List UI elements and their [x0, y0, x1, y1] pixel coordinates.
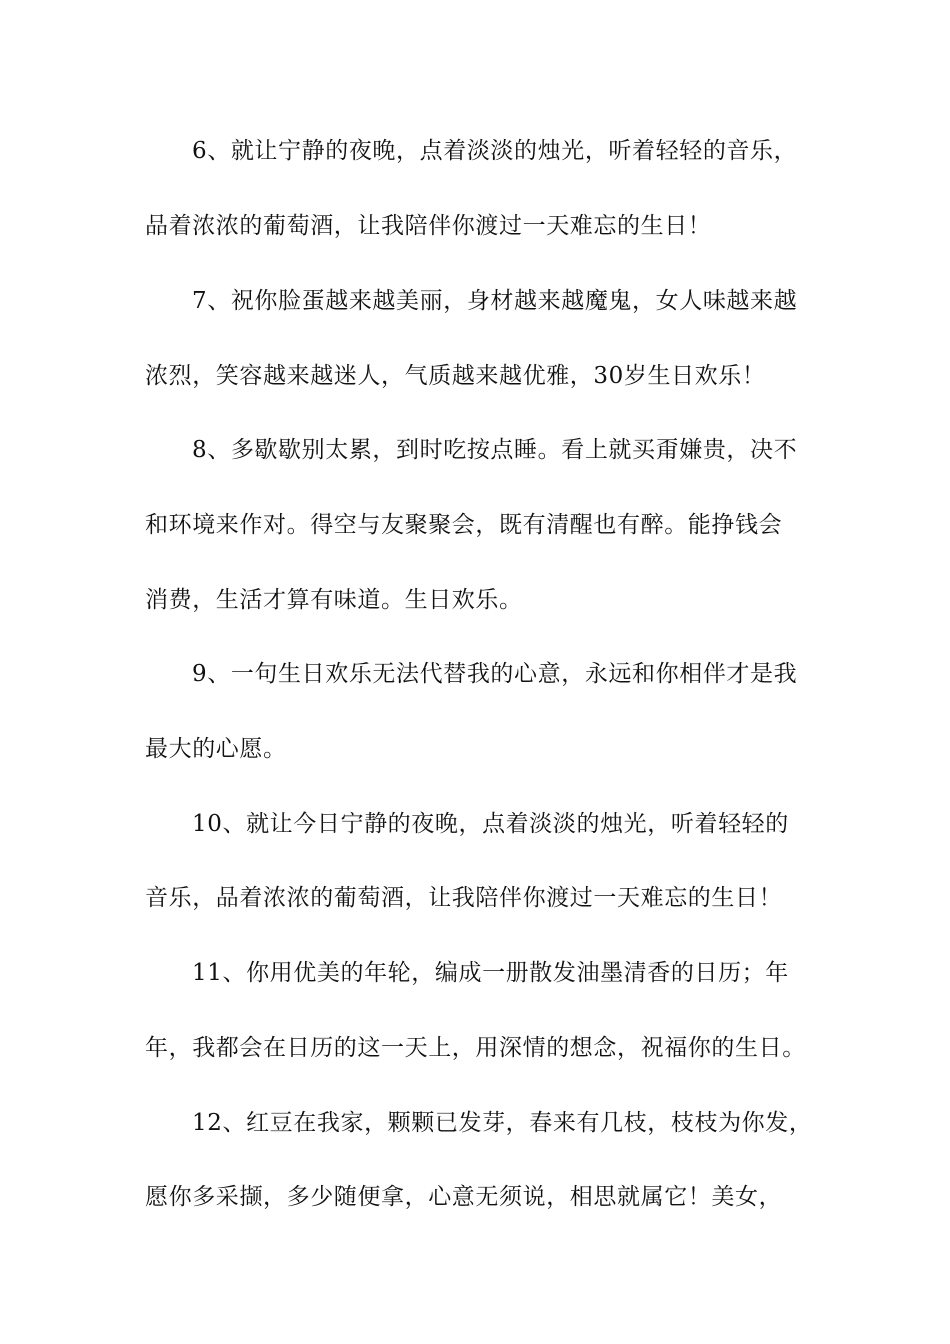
paragraph-8-line-3: 消费，生活才算有味道。生日欢乐。	[145, 587, 523, 613]
paragraph-11-line-1: 11、你用优美的年轮，编成一册散发油墨清香的日历；年	[192, 960, 789, 986]
paragraph-12-line-1: 12、红豆在我家，颗颗已发芽，春来有几枝，枝枝为你发，	[192, 1110, 813, 1136]
paragraph-6-line-2: 品着浓浓的葡萄酒，让我陪伴你渡过一天难忘的生日！	[145, 213, 712, 239]
paragraph-11-line-2: 年，我都会在日历的这一天上，用深情的想念，祝福你的生日。	[145, 1035, 806, 1061]
paragraph-10-line-2: 音乐，品着浓浓的葡萄酒，让我陪伴你渡过一天难忘的生日！	[145, 885, 783, 911]
paragraph-9-line-2: 最大的心愿。	[145, 736, 287, 762]
paragraph-8-line-1: 8、多歇歇别太累，到时吃按点睡。看上就买甭嫌贵，决不	[192, 437, 798, 463]
paragraph-6-line-1: 6、就让宁静的夜晚，点着淡淡的烛光，听着轻轻的音乐，	[192, 138, 798, 164]
paragraph-8-line-2: 和环境来作对。得空与友聚聚会，既有清醒也有醉。能挣钱会	[145, 512, 783, 538]
paragraph-7-line-2: 浓烈，笑容越来越迷人，气质越来越优雅，30岁生日欢乐！	[145, 363, 766, 389]
paragraph-12-line-2: 愿你多采撷，多少随便拿，心意无须说，相思就属它！美女，	[145, 1184, 783, 1210]
paragraph-10-line-1: 10、就让今日宁静的夜晚，点着淡淡的烛光，听着轻轻的	[192, 811, 789, 837]
paragraph-9-line-1: 9、一句生日欢乐无法代替我的心意，永远和你相伴才是我	[192, 661, 798, 687]
paragraph-7-line-1: 7、祝你脸蛋越来越美丽，身材越来越魔鬼，女人味越来越	[192, 288, 798, 314]
